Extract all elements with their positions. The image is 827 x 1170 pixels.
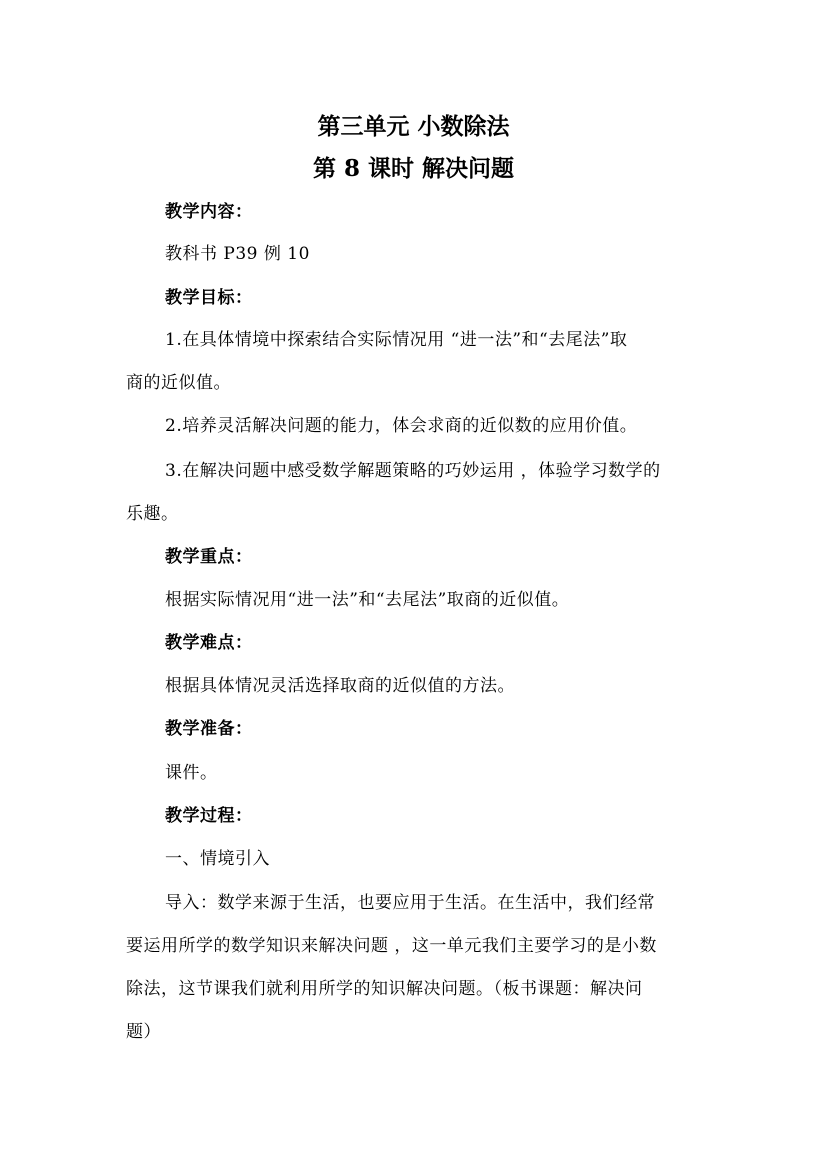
key-points-heading: 教学重点：: [165, 547, 253, 567]
intro-line-4: 题）: [126, 1022, 161, 1042]
goal-3-line-2: 乐趣。: [126, 504, 179, 524]
goal-1-line-1: 1.在具体情境中探索结合实际情况用 “进一法”和“去尾法”取: [165, 330, 628, 350]
goals-heading: 教学目标：: [165, 288, 253, 308]
intro-line-2: 要运用所学的数学知识来解决问题 ，这一单元我们主要学习的是小数: [126, 936, 657, 956]
difficulties-heading: 教学难点：: [165, 633, 253, 653]
lesson-title: 第 8 课时 解决问题: [312, 155, 515, 182]
content-text: 教科书 P39 例 10: [165, 244, 310, 264]
preparation-text: 课件。: [165, 763, 218, 783]
goal-3-line-1: 3.在解决问题中感受数学解题策略的巧妙运用 ，体验学习数学的: [165, 461, 661, 481]
intro-line-1: 导入：数学来源于生活，也要应用于生活。在生活中，我们经常: [165, 893, 655, 913]
process-heading: 教学过程：: [165, 806, 253, 826]
difficulties-text: 根据具体情况灵活选择取商的近似值的方法。: [165, 676, 515, 696]
goal-1-line-2: 商的近似值。: [126, 373, 231, 393]
intro-line-3: 除法，这节课我们就利用所学的知识解决问题。（板书课题：解决问: [126, 979, 643, 999]
step-1-heading: 一、情境引入: [165, 849, 270, 869]
content-heading: 教学内容：: [165, 202, 253, 222]
key-points-text: 根据实际情况用“进一法”和“去尾法”取商的近似值。: [165, 590, 570, 610]
goal-2: 2.培养灵活解决问题的能力，体会求商的近似数的应用价值。: [165, 416, 638, 436]
unit-title: 第三单元 小数除法: [317, 113, 510, 140]
preparation-heading: 教学准备：: [165, 719, 253, 739]
